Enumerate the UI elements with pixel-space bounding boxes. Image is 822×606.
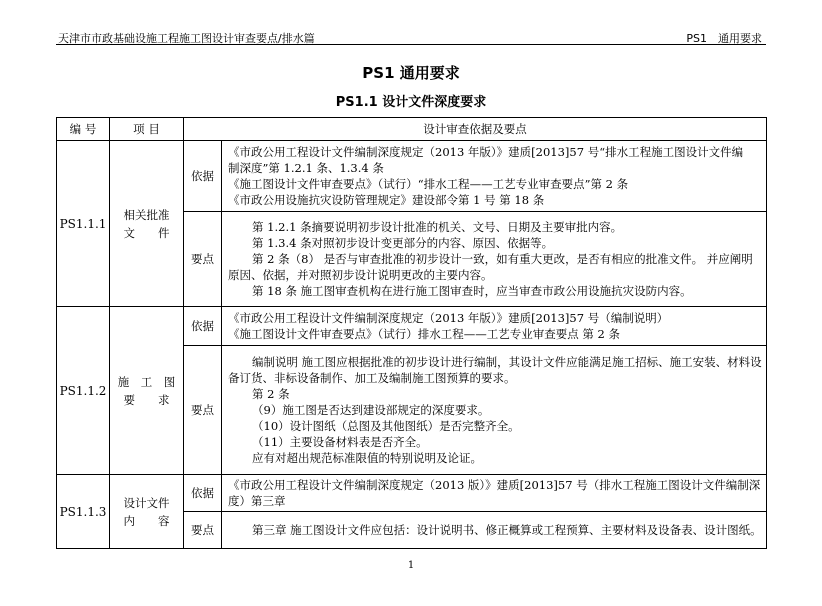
basis-label: 依据 [184,141,222,212]
row-code: PS1.1.2 [57,307,110,475]
point-line: 编制说明 施工图应根据批准的初步设计进行编制，其设计文件应能满足施工招标、施工安装、材料设备订货、非标设备制作、加工及编制施工图预算的要求。 [228,355,762,385]
row-item-line: 相关批准 [123,207,170,222]
basis-line: 制深度”第 1.2.1 条、1.3.4 条 [228,161,384,175]
page-number: 1 [407,560,415,571]
running-header [56,28,766,44]
basis-text [222,307,767,346]
point-line: 第 1.2.1 条摘要说明初步设计批准的机关、文号、日期及主要审批内容。 [252,220,623,234]
basis-line: 《市政公用工程设计文件编制深度规定（2013 版）》建质[2013]57 号（排水工程施工图设计文件编制深度）第三章 [228,478,761,508]
col-header-item: 项 目 [110,118,184,141]
basis-text [222,141,767,212]
basis-line: 《市政公用设施抗灾设防管理规定》建设部令第 1 号 第 18 条 [228,193,545,207]
points-text [222,212,767,307]
requirements-table [56,117,767,549]
basis-line: 《市政公用工程设计文件编制深度规定（2013 年版）》建质[2013]57 号“排水工程施工图设计文件编 [228,145,744,159]
col-header-code: 编 号 [57,118,110,141]
point-line: 第 2 条（8） 是否与审查批准的初步设计一致，如有重大更改，是否有相应的批准文件。 并应阐明原因、依据，并对照初步设计说明更改的主要内容。 [228,252,753,282]
table-row [57,141,767,212]
table-row [57,307,767,346]
points-text [222,346,767,475]
point-line: 第 18 条 施工图审查机构在进行施工图审查时，应当审查市政公用设施抗灾设防内容。 [252,284,692,298]
row-code: PS1.1.1 [57,141,110,307]
col-header-content: 设计审查依据及要点 [184,118,767,141]
section-subtitle: PS1.1 设计文件深度要求 [335,95,487,110]
row-item-line: 设计文件 [123,495,170,510]
point-line: （10）设计图纸（总图及其他图纸）是否完整齐全。 [252,419,520,433]
header-title: 天津市市政基础设施工程施工图设计审查要点/排水篇 [58,32,315,45]
points-label: 要点 [184,512,222,549]
basis-label: 依据 [184,475,222,512]
basis-text [222,475,767,512]
points-text [222,512,767,549]
page-title: PS1 通用要求 [362,64,460,82]
header-rule [56,44,766,45]
table-row [57,475,767,512]
point-line: 应有对超出规范标准限值的特别说明及论证。 [252,451,482,465]
basis-line: 《施工图设计文件审查要点》（试行）排水工程——工艺专业审查要点 第 2 条 [228,327,621,341]
row-item-line: 施 工 图 [117,374,176,389]
header-section: PS1 通用要求 [686,32,762,45]
row-item [110,307,184,475]
row-item-line: 文 件 [123,225,170,240]
points-label: 要点 [184,346,222,475]
row-item-line: 要 求 [123,392,170,407]
points-label: 要点 [184,212,222,307]
table-header-row [57,118,767,141]
basis-line: 《市政公用工程设计文件编制深度规定（2013 年版）》建质[2013]57 号（编制说明） [228,311,669,325]
basis-label: 依据 [184,307,222,346]
point-line: 第 2 条 [252,387,290,401]
row-item [110,141,184,307]
row-item-line: 内 容 [123,513,170,528]
point-line: （11）主要设备材料表是否齐全。 [252,435,428,449]
point-line: （9）施工图是否达到建设部规定的深度要求。 [252,403,490,417]
point-line: 第 1.3.4 条对照初步设计变更部分的内容、原因、依据等。 [252,236,554,250]
row-item [110,475,184,549]
basis-line: 《施工图设计文件审查要点》（试行）“排水工程——工艺专业审查要点”第 2 条 [228,177,629,191]
point-line: 第三章 施工图设计文件应包括：设计说明书、修正概算或工程预算、主要材料及设备表、设计图纸。 [252,523,762,537]
row-code: PS1.1.3 [57,475,110,549]
